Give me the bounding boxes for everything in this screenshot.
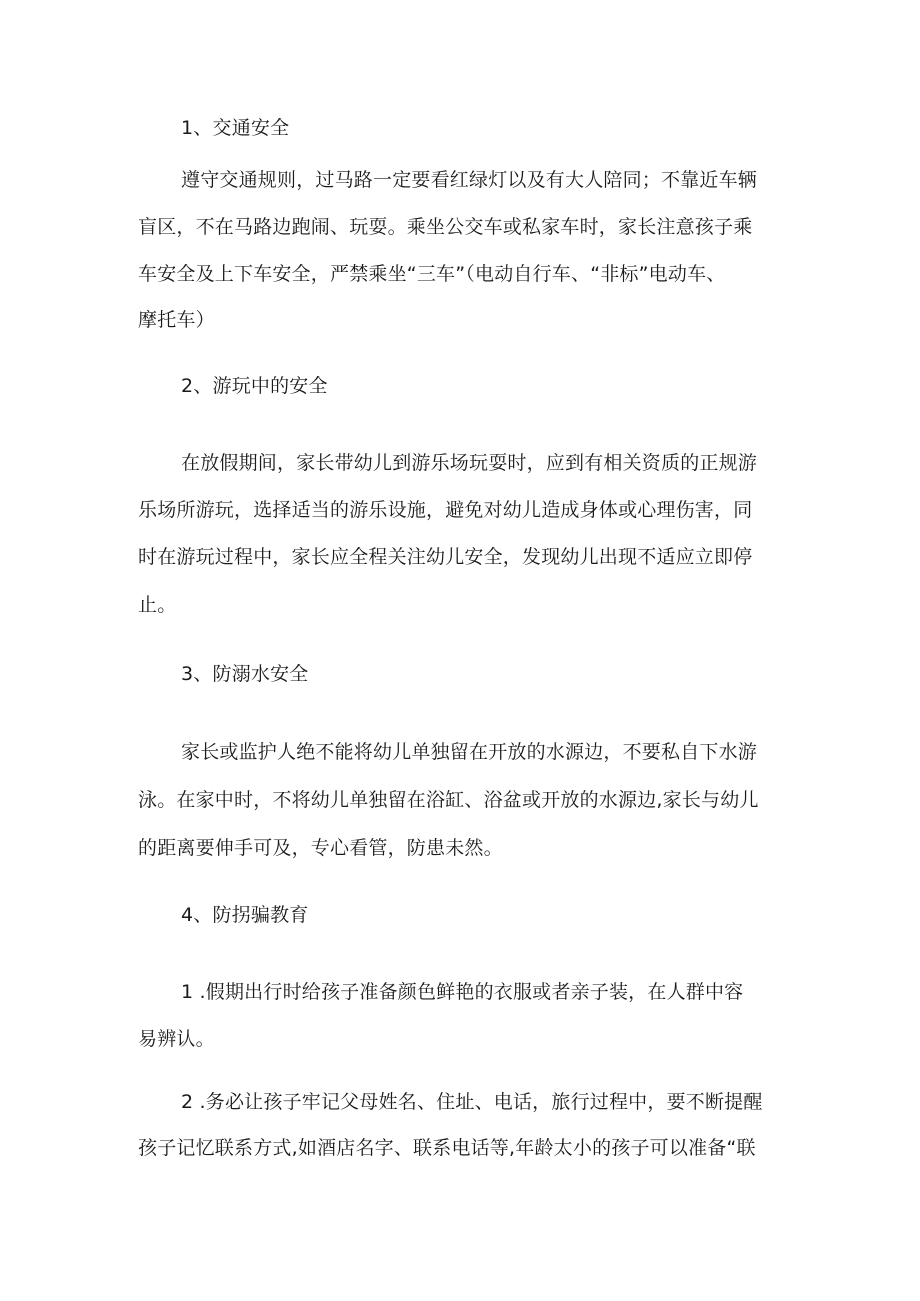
- paragraph-line: 泳。在家中时，不将幼儿单独留在浴缸、浴盆或开放的水源边,家长与幼儿: [138, 789, 759, 811]
- paragraph-line: 摩托车）: [138, 309, 215, 331]
- paragraph-line: 盲区，不在马路边跑闹、玩耍。乘坐公交车或私家车时，家长注意孩子乘: [138, 216, 753, 238]
- list-item-line: 易辨认。: [138, 1028, 215, 1050]
- paragraph-line: 车安全及上下车安全，严禁乘坐“三车”（电动自行车、“非标”电动车、: [138, 263, 726, 285]
- section-heading-play: 2、游玩中的安全: [181, 375, 328, 397]
- list-item-line: 孩子记忆联系方式,如酒店名字、联系电话等,年龄太小的孩子可以准备“联: [138, 1137, 756, 1159]
- section-heading-drowning: 3、防溺水安全: [181, 663, 309, 685]
- paragraph-line: 遵守交通规则，过马路一定要看红绿灯以及有大人陪同；不靠近车辆: [181, 169, 758, 191]
- paragraph-line: 家长或监护人绝不能将幼儿单独留在开放的水源边，不要私自下水游: [181, 741, 758, 763]
- section-heading-abduction: 4、防拐骗教育: [181, 904, 309, 926]
- section-heading-traffic: 1、交通安全: [181, 117, 290, 139]
- paragraph-line: 在放假期间，家长带幼儿到游乐场玩耍时，应到有相关资质的正规游: [181, 452, 758, 474]
- paragraph-line: 的距离要伸手可及，专心看管，防患未然。: [138, 837, 503, 859]
- paragraph-line: 乐场所游玩，选择适当的游乐设施，避免对幼儿造成身体或心理伤害，同: [138, 499, 753, 521]
- list-item-line: 2 .务必让孩子牢记父母姓名、住址、电话，旅行过程中，要不断提醒: [181, 1091, 763, 1113]
- paragraph-line: 时在游玩过程中，家长应全程关注幼儿安全，发现幼儿出现不适应立即停: [138, 546, 753, 568]
- paragraph-line: 止。: [138, 594, 177, 616]
- list-item-line: 1 .假期出行时给孩子准备颜色鲜艳的衣服或者亲子装，在人群中容: [181, 981, 744, 1003]
